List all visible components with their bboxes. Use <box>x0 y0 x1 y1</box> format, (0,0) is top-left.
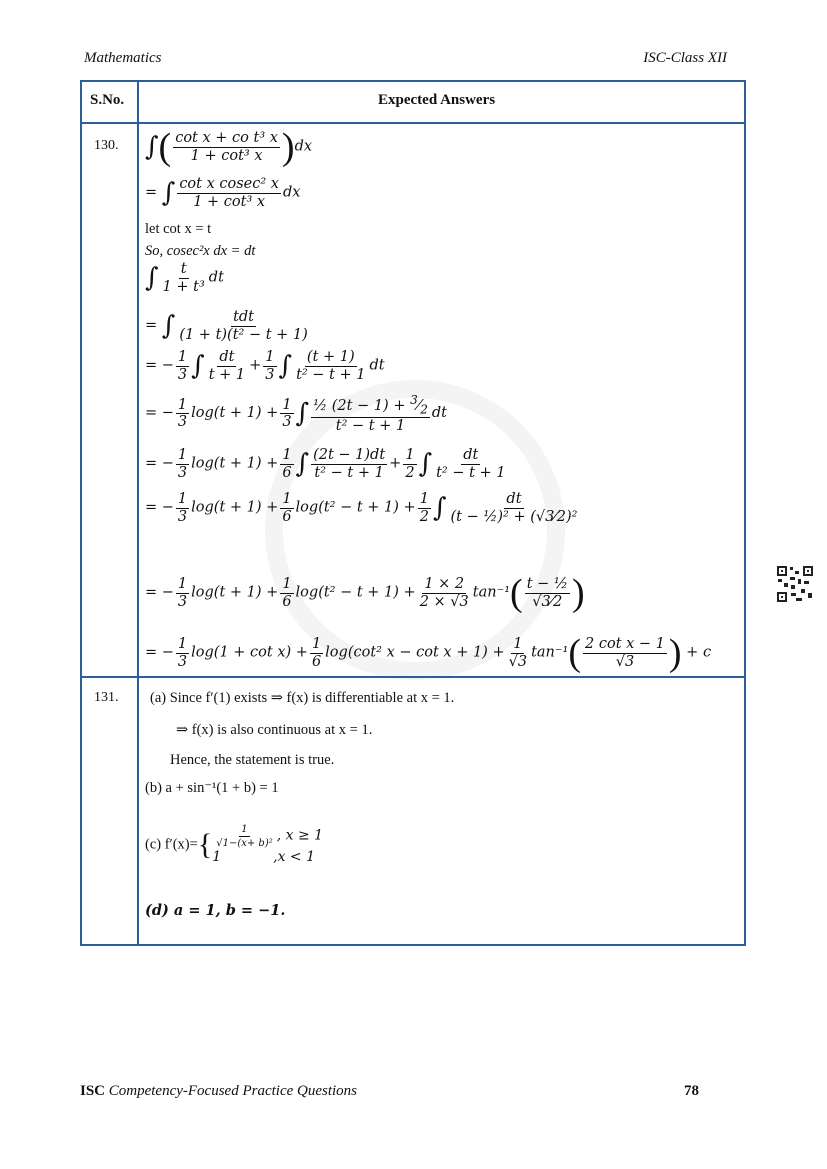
col-header-answers: Expected Answers <box>378 92 496 108</box>
answer-c: (c) f′(x)={ $\frac{1}{\text{√1−(x+ b)²}}$ , x ≥ 1 1 ,x < 1 <box>145 824 324 865</box>
step-4: = ∫ $\frac{\text{tdt}}{\text{(1 + t)(t² − t + 1)}}$ <box>145 309 308 343</box>
footer-title <box>80 1083 357 1100</box>
header-class: ISC-Class XII <box>643 50 727 66</box>
header-subject: Mathematics <box>84 50 162 66</box>
answer-a-line1: (a) Since f′(1) exists ⇒ f(x) is differentiable at x = 1. <box>150 690 455 706</box>
step-7: = − $\frac{1}{3}$ log(t + 1) + $\frac{1}{6}$ ∫ $\frac{(2t - 1)dt}{\text{t² − t + 1}}$ + $\frac{1}{2}$ ∫ $\frac{dt}{\text{t² − t + 1}}$ <box>145 447 506 481</box>
step-6: = − $\frac{1}{3}$ log(t + 1) + $\frac{1}{3}$ ∫ $\frac{\frac{1}{2} (2t - 1) + ^3⁄_2}{\text{t² − t + 1}}$ dt <box>145 393 447 434</box>
col-header-sno: S.No. <box>90 92 125 108</box>
page-number: 78 <box>684 1083 699 1099</box>
sno-131: 131. <box>94 690 119 705</box>
step-1: ∫( $\frac{\text{cot x + co t³ x}}{\text{1 + cot³ x}}$ )dx <box>145 126 313 168</box>
case2-condition: ,x < 1 <box>273 849 316 865</box>
footer-subtitle: Competency-Focused Practice Questions <box>108 1083 358 1099</box>
step-9: = − $\frac{1}{3}$ log(t + 1) + $\frac{1}{6}$ log(t² − t + 1) + $\frac{1 \times 2}{2 \times √3}$ tan⁻¹( $\frac{\text{t − ½}}{√3⁄2}$ ) <box>145 572 585 614</box>
let-line: let cot x = t <box>145 221 212 237</box>
case1-condition: , x ≥ 1 <box>276 827 324 844</box>
column-divider <box>137 82 139 944</box>
answer-c-prefix: (c) f′(x)= <box>145 836 198 853</box>
answer-b: (b) a + sin⁻¹(1 + b) = 1 <box>145 780 279 796</box>
substitution-line: So, cosec²x dx = dt <box>145 243 256 259</box>
answer-d: (d) a = 1, b = −1. <box>145 902 286 919</box>
case1-denominator: √1−(x+ b)² <box>216 838 273 849</box>
header-divider <box>82 122 744 124</box>
step-2: = ∫ $\frac{\text{cot x cosec² x}}{\text{1 + cot³ x}}$ dx <box>145 176 301 210</box>
footer-isc: ISC <box>80 1083 106 1099</box>
answers-table <box>80 80 746 946</box>
case2-value: 1 <box>212 849 222 865</box>
step-5: = − $\frac{1}{3}$ ∫ $\frac{dt}{t + 1}$ + $\frac{1}{3}$ ∫ $\frac{(t + 1)}{\text{t² − t + 1}}$ dt <box>145 349 385 383</box>
answer-a-line3: Hence, the statement is true. <box>170 752 335 768</box>
answer-a-line2: ⇒ f(x) is also continuous at x = 1. <box>176 722 373 738</box>
qr-code-icon <box>776 565 814 603</box>
step-10: = − $\frac{1}{3}$ log(1 + cot x) + $\frac{1}{6}$ log(cot² x − cot x + 1) + $\frac{1}{√3}$ tan⁻¹( $\frac{\text{2 cot x − 1}}{√3}$ ) + c <box>145 632 712 674</box>
case1-numerator: 1 <box>241 824 248 835</box>
step-3: ∫ $\frac{t}{\text{1 + t³}}$ dt <box>145 261 224 295</box>
sno-130: 130. <box>94 138 119 153</box>
row-divider <box>82 676 744 678</box>
step-8: = − $\frac{1}{3}$ log(t + 1) + $\frac{1}{6}$ log(t² − t + 1) + $\frac{1}{2}$ ∫ $\frac{dt}{\text{(t − ½)² + (√3⁄2)²}}$ <box>145 491 578 525</box>
